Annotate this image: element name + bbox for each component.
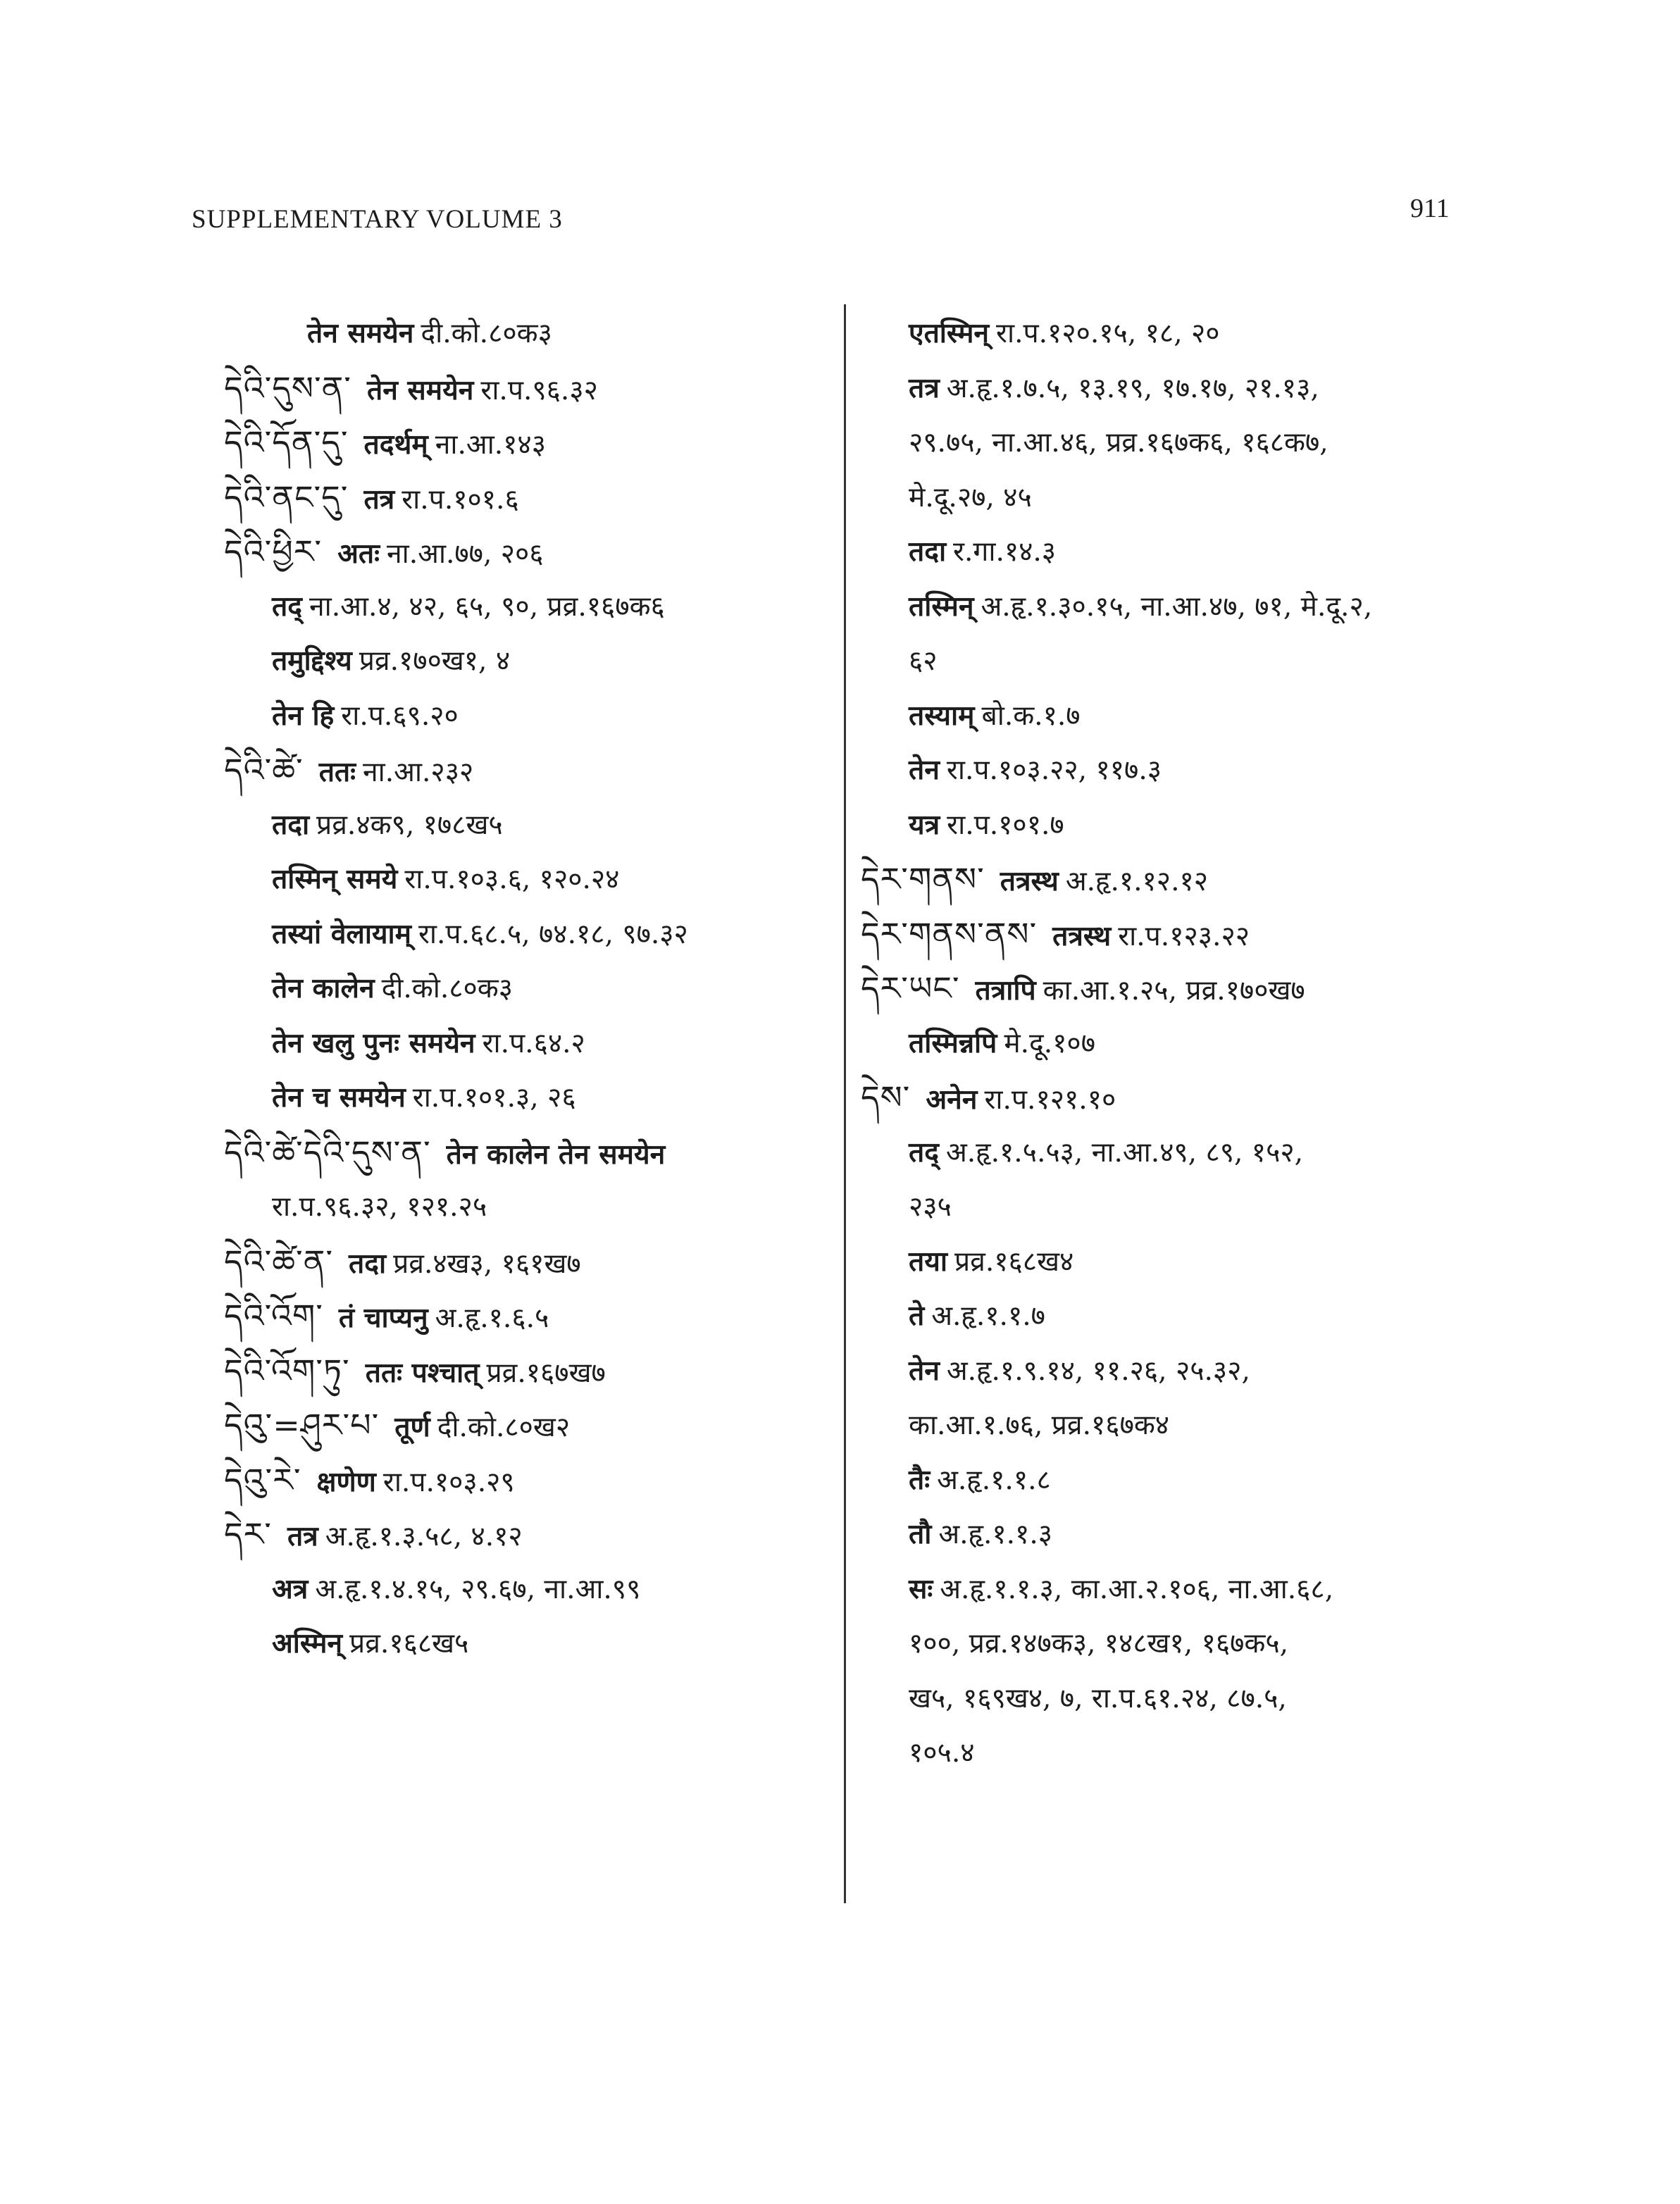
source-references: रा.प.१२०.१५, १८, २० <box>996 318 1220 349</box>
source-references: अ.हृ.१.५.५३, ना.आ.४९, ८९, १५२, <box>945 1136 1304 1169</box>
tibetan-headword: དེའི་དོན་དུ་ <box>224 423 349 461</box>
sanskrit-equivalent: तस्मिन्नपि <box>909 1026 997 1059</box>
source-references: प्रव्र.१७०ख१, ४ <box>359 645 511 677</box>
entry-subline <box>861 743 1509 798</box>
sanskrit-equivalent: तैः <box>909 1463 931 1496</box>
entry-headword-line <box>224 1344 823 1399</box>
sanskrit-equivalent: तत्रापि <box>975 974 1036 1007</box>
entry-headword-line <box>224 1289 823 1344</box>
source-references: २३५ <box>909 1191 952 1223</box>
sanskrit-equivalent: तमुद्दिश्य <box>272 645 352 677</box>
entry-subline <box>861 1344 1509 1399</box>
source-references: २९.७५, ना.आ.४६, प्रव्र.१६७क६, १६८क७, <box>909 427 1329 459</box>
sanskrit-equivalent: तेन खलु पुनः समयेन <box>272 1026 475 1059</box>
entry-subline <box>224 1071 823 1126</box>
left-column <box>224 306 823 1671</box>
source-references: १००, प्रव्र.१४७क३, १४८ख१, १६७क५, <box>909 1628 1289 1660</box>
entry-headword-line <box>861 961 1509 1016</box>
source-references: दी.को.८०क३ <box>421 318 552 349</box>
source-references: रा.प.९६.३२ <box>480 374 598 406</box>
sanskrit-equivalent: तेन <box>909 754 940 786</box>
entry-subline <box>861 1726 1509 1781</box>
sanskrit-equivalent: तदा <box>909 535 947 568</box>
sanskrit-equivalent: तया <box>909 1245 947 1278</box>
sanskrit-equivalent: ते <box>909 1300 925 1332</box>
source-references: ना.आ.७७, २०६ <box>386 538 544 570</box>
entry-headword-line <box>861 852 1509 907</box>
source-references: रा.प.६४.२ <box>482 1027 585 1059</box>
source-references: प्रव्र.४क९, १७८ख५ <box>316 809 503 841</box>
entry-subline <box>224 634 823 689</box>
sanskrit-equivalent: तदर्थम् <box>363 428 428 461</box>
entry-headword-line <box>224 416 823 471</box>
sanskrit-equivalent: तद् <box>272 590 302 623</box>
source-references: प्रव्र.१६८ख५ <box>349 1628 469 1660</box>
entry-subline <box>861 306 1509 361</box>
entry-subline <box>224 852 823 907</box>
entry-headword-line <box>861 907 1509 962</box>
tibetan-headword: དེར་ <box>224 1515 272 1553</box>
tibetan-headword: དེའི་འོག་ཏུ་ <box>224 1351 350 1390</box>
sanskrit-equivalent: तेन कालेन तेन समयेन <box>446 1138 666 1171</box>
entry-subline <box>861 1507 1509 1562</box>
entry-headword-line <box>224 361 823 416</box>
entry-subline <box>224 306 823 361</box>
tibetan-headword: དེའུ་=ཤུར་པ་ <box>224 1406 380 1444</box>
entry-subline <box>861 1289 1509 1344</box>
sanskrit-equivalent: क्षणेण <box>316 1465 376 1498</box>
sanskrit-equivalent: तौ <box>909 1518 932 1550</box>
source-references: अ.हृ.१.३.५८, ४.१२ <box>325 1521 523 1552</box>
sanskrit-equivalent: तेन हि <box>272 699 335 732</box>
source-references: अ.हृ.१.१.८ <box>937 1464 1051 1496</box>
sanskrit-equivalent: अस्मिन् <box>272 1627 343 1660</box>
entry-headword-line <box>224 743 823 798</box>
sanskrit-equivalent: यत्र <box>909 808 940 841</box>
tibetan-headword: དེའི་ཚེ་དེའི་དུས་ན་ <box>224 1133 431 1171</box>
source-references: रा.प.६८.५, ७४.१८, ९७.३२ <box>418 918 688 950</box>
entry-subline <box>224 689 823 744</box>
source-references: रा.प.१२१.१० <box>984 1084 1116 1116</box>
entry-headword-line <box>224 471 823 525</box>
entry-subline <box>861 1016 1509 1071</box>
sanskrit-equivalent: तद् <box>909 1135 939 1169</box>
source-references: रा.प.१०१.६ <box>402 483 519 516</box>
source-references: अ.हृ.१.४.१५, २९.६७, ना.आ.९९ <box>315 1573 641 1605</box>
tibetan-headword: དེའུ་རེ་ <box>224 1460 301 1499</box>
source-references: रा.प.१०१.७ <box>947 809 1064 841</box>
source-references: प्रव्र.१६८ख४ <box>954 1245 1074 1278</box>
source-references: का.आ.१.७६, प्रव्र.१६७क४ <box>909 1409 1170 1441</box>
source-references: ख५, १६९ख४, ७, रा.प.६१.२४, ८७.५, <box>909 1682 1287 1714</box>
entry-headword-line <box>224 1453 823 1508</box>
entry-subline <box>861 471 1509 525</box>
source-references: रा.प.१०३.२९ <box>382 1466 515 1498</box>
sanskrit-equivalent: अनेन <box>926 1083 978 1116</box>
source-references: रा.प.१२३.२२ <box>1118 920 1250 952</box>
entry-subline <box>224 798 823 853</box>
source-references: अ.हृ.१.१२.१२ <box>1065 866 1209 897</box>
entry-subline <box>861 1235 1509 1290</box>
sanskrit-equivalent: सः <box>909 1572 933 1605</box>
source-references: रा.प.१०३.६, १२०.२४ <box>404 864 620 895</box>
sanskrit-equivalent: ततः <box>318 756 356 788</box>
entry-subline <box>861 1562 1509 1617</box>
entry-subline <box>861 1617 1509 1671</box>
sanskrit-equivalent: तस्यां वेलायाम् <box>272 917 411 950</box>
tibetan-headword: དེའི་དུས་ན་ <box>224 368 351 407</box>
entry-subline <box>861 1180 1509 1235</box>
sanskrit-equivalent: तत्रस्थ <box>1052 919 1112 952</box>
entry-subline <box>224 1016 823 1071</box>
source-references: ६२ <box>909 645 938 677</box>
source-references: प्रव्र.१६७ख७ <box>486 1357 606 1389</box>
source-references: प्रव्र.४ख३, १६१ख७ <box>393 1247 581 1280</box>
entry-subline <box>224 580 823 635</box>
sanskrit-equivalent: अत्र <box>272 1572 309 1605</box>
source-references: का.आ.१.२५, प्रव्र.१७०ख७ <box>1043 975 1305 1007</box>
sanskrit-equivalent: तत्र <box>363 482 395 516</box>
sanskrit-equivalent: तं चाप्यनु <box>338 1302 428 1334</box>
entry-subline <box>861 525 1509 580</box>
page-number: 911 <box>1410 194 1450 223</box>
source-references: अ.हृ.१.१.७ <box>931 1300 1045 1332</box>
entry-subline <box>224 1562 823 1617</box>
sanskrit-equivalent: तत्रस्थ <box>1000 865 1059 897</box>
entry-headword-line <box>224 1398 823 1453</box>
entry-subline <box>224 961 823 1016</box>
column-divider <box>844 304 846 1903</box>
source-references: र.गा.१४.३ <box>953 536 1057 568</box>
sanskrit-equivalent: तस्मिन् <box>909 590 974 623</box>
tibetan-headword: དེར་ཡང་ <box>861 969 960 1007</box>
source-references: १०५.४ <box>909 1737 975 1769</box>
source-references: मे.दू.१०७ <box>1004 1027 1095 1059</box>
entry-headword-line <box>224 1235 823 1290</box>
source-references: अ.हृ.१.३०.१५, ना.आ.४७, ७१, मे.दू.२, <box>981 590 1373 623</box>
tibetan-headword: དེས་ <box>861 1078 911 1116</box>
source-references: अ.हृ.१.१.३, का.आ.२.१०६, ना.आ.६८, <box>940 1573 1334 1605</box>
sanskrit-equivalent: तेन च समयेन <box>272 1081 406 1114</box>
entry-subline <box>861 416 1509 471</box>
tibetan-headword: དེའི་ཚེ་ <box>224 751 304 789</box>
sanskrit-equivalent: तस्याम् <box>909 699 975 732</box>
sanskrit-equivalent: तदा <box>349 1247 387 1280</box>
source-references: अ.हृ.१.७.५, १३.१९, १७.१७, २१.१३, <box>946 372 1319 404</box>
entry-subline <box>861 634 1509 689</box>
tibetan-headword: དེའི་ཕྱིར་ <box>224 533 323 571</box>
tibetan-headword: དེའི་ནང་དུ་ <box>224 478 349 516</box>
entry-headword-line <box>224 1507 823 1562</box>
source-references: अ.हृ.१.९.१४, ११.२६, २५.३२, <box>946 1355 1250 1387</box>
entry-subline <box>861 689 1509 744</box>
sanskrit-equivalent: तस्मिन् समये <box>272 863 398 895</box>
sanskrit-equivalent: अतः <box>337 537 380 570</box>
sanskrit-equivalent: तूर्ण <box>394 1411 430 1443</box>
right-column <box>861 306 1509 1781</box>
entry-subline <box>861 1126 1509 1181</box>
entry-subline <box>224 1617 823 1671</box>
entry-subline <box>224 1180 823 1235</box>
tibetan-headword: དེར་གནས་ <box>861 860 985 898</box>
sanskrit-equivalent: तेन समयेन <box>366 373 474 406</box>
source-references: रा.प.१०३.२२, ११७.३ <box>946 754 1162 786</box>
entry-subline <box>861 361 1509 416</box>
sanskrit-equivalent: तदा <box>272 808 310 841</box>
sanskrit-equivalent: तत्र <box>909 371 940 404</box>
source-references: रा.प.६९.२० <box>341 699 459 732</box>
source-references: रा.प.१०१.३, २६ <box>412 1082 576 1114</box>
source-references: दी.को.८०ख२ <box>437 1412 571 1443</box>
entry-subline <box>861 580 1509 635</box>
entry-headword-line <box>224 1126 823 1181</box>
entry-subline <box>224 907 823 962</box>
entry-subline <box>861 1453 1509 1508</box>
source-references: रा.प.९६.३२, १२१.२५ <box>272 1191 487 1223</box>
sanskrit-equivalent: तत्र <box>287 1520 318 1552</box>
sanskrit-equivalent: तेन <box>909 1354 940 1387</box>
source-references: ना.आ.४, ४२, ६५, ९०, प्रव्र.१६७क६ <box>309 590 665 623</box>
running-head: SUPPLEMENTARY VOLUME 3 <box>192 205 563 234</box>
source-references: अ.हृ.१.१.३ <box>938 1519 1053 1550</box>
sanskrit-equivalent: तेन कालेन <box>272 972 375 1004</box>
sanskrit-equivalent: तेन समयेन <box>307 317 414 349</box>
entry-subline <box>861 798 1509 853</box>
sanskrit-equivalent: एतस्मिन् <box>909 317 990 349</box>
tibetan-headword: དེའི་འོག་ <box>224 1297 323 1335</box>
entry-headword-line <box>224 525 823 580</box>
entry-subline <box>861 1398 1509 1453</box>
source-references: ना.आ.२३२ <box>363 757 474 788</box>
entry-subline <box>861 1671 1509 1726</box>
source-references: दी.को.८०क३ <box>381 973 514 1004</box>
source-references: ना.आ.१४३ <box>435 429 546 461</box>
sanskrit-equivalent: ततः पश्चात् <box>365 1356 480 1389</box>
entry-headword-line <box>861 1071 1509 1126</box>
source-references: बो.क.१.७ <box>981 699 1081 732</box>
tibetan-headword: དེའི་ཚེ་ན་ <box>224 1242 334 1281</box>
source-references: अ.हृ.१.६.५ <box>435 1302 549 1334</box>
tibetan-headword: དེར་གནས་ནས་ <box>861 914 1038 953</box>
source-references: मे.दू.२७, ४५ <box>909 481 1032 513</box>
